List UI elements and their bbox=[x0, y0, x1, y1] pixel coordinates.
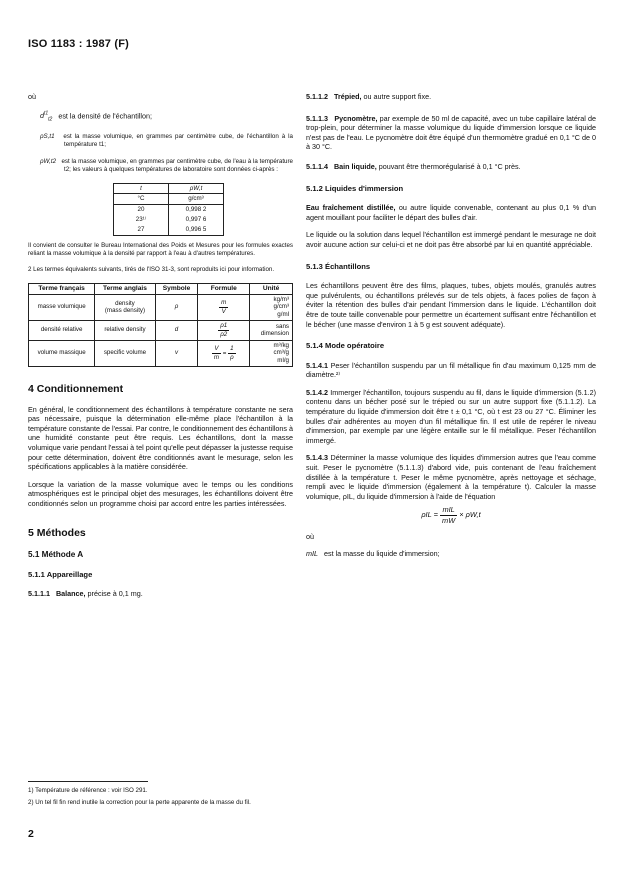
section-5-1-1-title: 5.1.1 Appareillage bbox=[28, 569, 93, 579]
density-col-header: ρW,t bbox=[169, 183, 224, 194]
section-5-title: 5 Méthodes bbox=[28, 526, 86, 539]
col-header: Formule bbox=[198, 283, 250, 294]
ou-label: où bbox=[28, 92, 36, 101]
section-5-1-2-para-2: Le liquide ou la solution dans lequel l'échantillon est immergé pendant le mesurage ne doit avoir aucune action sur celui-ci et ne doit pas être absorbé par lui en quantité appréciable. bbox=[306, 230, 596, 249]
section-5-1-3-title: 5.1.3 Échantillons bbox=[306, 261, 371, 271]
table-cell: 20 bbox=[114, 205, 169, 215]
table-cell: 23¹⁾ bbox=[114, 215, 169, 225]
footnote-2: 2) Un tel fil fin rend inutile la correction pour la perte apparente de la masse du fil. bbox=[28, 799, 251, 806]
rho-s-symbol: ρS,t1 bbox=[40, 133, 55, 141]
ou-label-right: où bbox=[306, 531, 314, 541]
section-5-1-4-title: 5.1.4 Mode opératoire bbox=[306, 341, 385, 351]
item-5-1-1-1: 5.1.1.1 Balance, précise à 0,1 mg. bbox=[28, 589, 143, 599]
footnote-rule bbox=[28, 781, 148, 782]
section-4-title: 4 Conditionnement bbox=[28, 383, 124, 396]
item-5-1-1-3: 5.1.1.3 Pycnomètre, par exemple de 50 ml de capacité, avec un tube capillaire latéral de trop-plein, pour déterminer la masse volumique du liquide d'immersion lorsque ce liquide n'est pas de l'eau. Le pycnomètre doit être équipé d'un thermomètre gradué en 0,1 °C de 0 à 30 °C. bbox=[306, 113, 597, 152]
section-5-1-2-title: 5.1.2 Liquides d'immersion bbox=[306, 183, 404, 193]
def-rho-w: ρW,t2 est la masse volumique, en grammes par centimètre cube, de l'eau à la température t2; les valeurs à quelques températures de laboratoire sont données ci-après : bbox=[40, 157, 293, 174]
col-header: Symbole bbox=[155, 283, 198, 294]
section-5-1-title: 5.1 Méthode A bbox=[28, 550, 84, 560]
density-unit: g/cm³ bbox=[169, 194, 224, 205]
table-row: masse volumique density (mass density) ρ $\frac{m}{V}$ kg/m³ g/cm³ g/ml bbox=[29, 294, 293, 320]
terms-table bbox=[28, 283, 293, 367]
def-m-il: mIL est la masse du liquide d'immersion; bbox=[306, 549, 440, 559]
note-2: 2 Les termes équivalents suivants, tirés de l'ISO 31-3, sont reproduits ici pour information. bbox=[28, 266, 275, 274]
col-header: Unité bbox=[250, 283, 293, 294]
section-4-para-2: Lorsque la variation de la masse volumique avec le temps ou les conditions atmosphériques est le principal objet des mesurages, les échantillons doivent être conditionnés selon un programme choisi par accord entre les parties intéressées. bbox=[28, 479, 293, 508]
table-row: densité relative relative density d $\frac{\rho 1}{\rho 2}$ sans dimension bbox=[29, 321, 293, 341]
document-header: ISO 1183 : 1987 (F) bbox=[28, 38, 130, 50]
rho-w-symbol: ρW,t2 bbox=[40, 157, 57, 165]
left-column bbox=[28, 92, 293, 607]
temp-unit: °C bbox=[114, 194, 169, 205]
page-number: 2 bbox=[28, 828, 34, 840]
item-5-1-1-2: 5.1.1.2 Trépied, ou autre support fixe. bbox=[306, 92, 432, 101]
d-symbol: $d^{t1}_{t2}$ bbox=[40, 110, 53, 123]
water-density-table bbox=[113, 183, 224, 236]
section-5-1-3-para: Les échantillons peuvent être des films, plaques, tubes, objets moulés, granulés autres que pulvérulents, ou échantillons prélevés sur de tels objets, à faces polies de façon à éviter la rétention des bulles d'air pendant l'immersion dans le liquide. L'échantillon doit être de toute taille convenable pour permettre un écartement suffisant entre l'échantillon et le bécher (une masse d'environ 1 à 5 g est souvent adéquate). bbox=[306, 281, 596, 329]
note-1: Il convient de consulter le Bureau International des Poids et Mesures pour les formules exactes reliant la masse volumique à la densité par rapport à l'eau à d'autres températures. bbox=[28, 241, 293, 258]
right-column bbox=[306, 92, 596, 567]
density-equation: ρIL = $\frac{\text{mIL}}{mW}$ × ρW,t bbox=[421, 505, 481, 525]
col-header: Terme français bbox=[29, 283, 95, 294]
table-cell: 0,998 2 bbox=[169, 205, 224, 215]
table-cell: 0,997 6 bbox=[169, 215, 224, 225]
col-header: Terme anglais bbox=[95, 283, 155, 294]
item-5-1-4-1: 5.1.4.1 Peser l'échantillon suspendu par un fil métallique fin d'au maximum 0,125 mm de diamètre.²⁾ bbox=[306, 360, 596, 380]
item-5-1-4-3: 5.1.4.3 Déterminer la masse volumique des liquides d'immersion autres que l'eau comme suit. Peser le pycnomètre (5.1.1.3) d'abord vide, puis contenant de l'eau fraîchement distillée à la température t. Peser le même pycnomètre, après nettoyage et séchage, rempli avec le liquide d'immersion (également à la température t). Calculer la masse volumique, ρIL, du liquide d'immersion à l'aide de l'équation bbox=[306, 453, 596, 501]
table-cell: 0,996 5 bbox=[169, 225, 224, 235]
item-5-1-4-2: 5.1.4.2 Immerger l'échantillon, toujours suspendu au fil, dans le liquide d'immersion (5.1.2) contenu dans un bécher posé sur le trépied ou sur un autre support fixe (5.1.1.2). La température du liquide d'immersion doit être t ± 0,1 °C, où t est 23 ou 27 °C. Éliminer les bulles d'air adhérentes au moyen d'un fil métallique fin. Il est utile de repérer le niveau d'immersion, par exemple par une légère entaille sur le fil métallique. Peser l'échantillon immergé. bbox=[306, 387, 596, 445]
def-rho-s: ρS,t1 est la masse volumique, en grammes par centimètre cube, de l'échantillon à la température t1; bbox=[40, 133, 293, 149]
item-5-1-1-4: 5.1.1.4 Bain liquide, pouvant être thermorégularisé à 0,1 °C près. bbox=[306, 161, 521, 171]
section-4-para-1: En général, le conditionnement des échantillons à température constante ne sera pas nécessaire, puisque la détermination elle-même place l'échantillon à la température constante de l'essai. Par contre, le conditionnement des échantillons à une humidité constante peut être requis. Les échantillons, dont la masse volumique varie pendant l'essai à tel point qu'elle peut dépasser la justesse requise pour cette détermination, doivent être conditionnés avant le mesurage, selon les spécifications applicables à la matière considérée. bbox=[28, 404, 293, 472]
table-row: volume massique specific volume v $\frac{V}{m}$ = $\frac{1}{\rho}$ m³/kg cm³/g ml/g bbox=[29, 340, 293, 366]
temp-col-header: t bbox=[114, 183, 169, 194]
def-d: $d^{t1}_{t2}$ est la densité de l'échantillon; bbox=[40, 110, 153, 123]
footnote-1: 1) Température de référence : voir ISO 291. bbox=[28, 787, 148, 794]
section-5-1-2-para-1: Eau fraîchement distillée, ou autre liquide convenable, contenant au plus 0,1 % d'un agent mouillant pour faciliter le départ des bulles d'air. bbox=[306, 203, 596, 222]
table-cell: 27 bbox=[114, 225, 169, 235]
